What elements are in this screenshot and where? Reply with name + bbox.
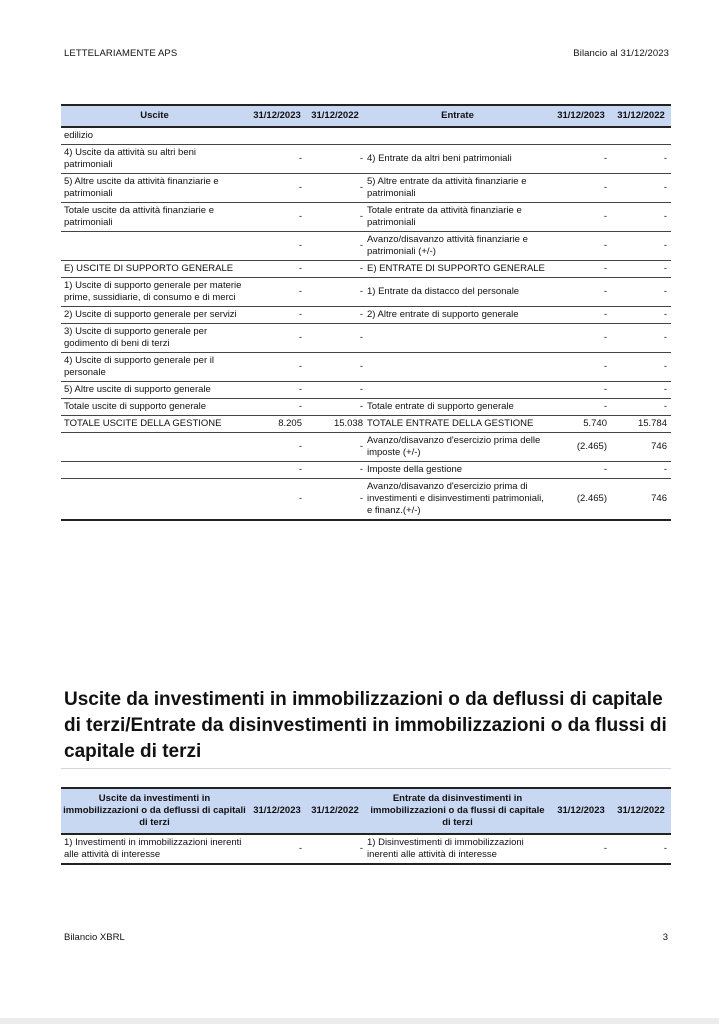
row-label-cell: 4) Uscite di supporto generale per il personale: [61, 353, 248, 382]
value-cell: -: [306, 145, 364, 174]
table-row: [61, 324, 671, 353]
value-cell: -: [306, 382, 364, 399]
value-cell: -: [551, 261, 611, 278]
value-cell: -: [611, 307, 671, 324]
value-cell: -: [551, 203, 611, 232]
gestione-table-header: [61, 105, 671, 127]
table-row: [61, 127, 671, 145]
header-bilancio-date: Bilancio al 31/12/2023: [573, 48, 669, 59]
value-cell: -: [306, 174, 364, 203]
table-row: [61, 416, 671, 433]
table-row: [61, 307, 671, 324]
row-label-cell: edilizio: [61, 127, 248, 145]
value-cell: [551, 127, 611, 145]
table-row: [61, 203, 671, 232]
row-label-cell: [364, 324, 551, 353]
row-label-cell: TOTALE ENTRATE DELLA GESTIONE: [364, 416, 551, 433]
investimenti-table: [61, 787, 671, 865]
row-label-cell: Imposte della gestione: [364, 462, 551, 479]
row-label-cell: Avanzo/disavanzo attività finanziarie e patrimoniali (+/-): [364, 232, 551, 261]
value-cell: -: [306, 399, 364, 416]
table-row: [61, 174, 671, 203]
table-row: [61, 399, 671, 416]
value-cell: -: [611, 232, 671, 261]
value-cell: -: [551, 174, 611, 203]
value-cell: 746: [611, 479, 671, 521]
value-cell: -: [306, 232, 364, 261]
value-cell: -: [306, 324, 364, 353]
row-label-cell: 4) Entrate da altri beni patrimoniali: [364, 145, 551, 174]
value-cell: -: [248, 145, 306, 174]
row-label-cell: Avanzo/disavanzo d'esercizio prima di investimenti e disinvestimenti patrimoniali, e finanz.(+/-): [364, 479, 551, 521]
gestione-table: [61, 104, 671, 521]
value-cell: -: [551, 232, 611, 261]
value-cell: (2.465): [551, 433, 611, 462]
investimenti-header-cell: 31/12/2023: [248, 788, 306, 834]
table-row: [61, 834, 671, 864]
gestione-header-cell: Entrate: [364, 105, 551, 127]
row-label-cell: 5) Altre entrate da attività finanziarie e patrimoniali: [364, 174, 551, 203]
row-label-cell: 1) Entrate da distacco del personale: [364, 278, 551, 307]
value-cell: -: [611, 834, 671, 864]
page-number: 3: [662, 932, 668, 943]
row-label-cell: 2) Altre entrate di supporto generale: [364, 307, 551, 324]
value-cell: -: [551, 382, 611, 399]
value-cell: -: [248, 433, 306, 462]
value-cell: -: [611, 353, 671, 382]
value-cell: -: [306, 433, 364, 462]
value-cell: -: [611, 462, 671, 479]
row-label-cell: 2) Uscite di supporto generale per servizi: [61, 307, 248, 324]
value-cell: -: [306, 307, 364, 324]
header-organization: LETTELARIAMENTE APS: [64, 48, 178, 59]
value-cell: -: [551, 399, 611, 416]
investimenti-header-cell: 31/12/2023: [551, 788, 611, 834]
value-cell: 15.038: [306, 416, 364, 433]
row-label-cell: [61, 462, 248, 479]
row-label-cell: 1) Disinvestimenti di immobilizzazioni inerenti alle attività di interesse: [364, 834, 551, 864]
value-cell: -: [248, 834, 306, 864]
value-cell: -: [306, 834, 364, 864]
value-cell: -: [611, 382, 671, 399]
row-label-cell: [364, 353, 551, 382]
value-cell: [248, 127, 306, 145]
value-cell: (2.465): [551, 479, 611, 521]
value-cell: 15.784: [611, 416, 671, 433]
gestione-header-cell: 31/12/2023: [551, 105, 611, 127]
value-cell: -: [248, 324, 306, 353]
table-row: [61, 278, 671, 307]
investimenti-table-body: [61, 834, 671, 864]
gestione-table-body: [61, 127, 671, 520]
value-cell: -: [248, 203, 306, 232]
table-row: [61, 479, 671, 521]
row-label-cell: Totale entrate di supporto generale: [364, 399, 551, 416]
value-cell: -: [551, 307, 611, 324]
value-cell: -: [551, 353, 611, 382]
bottom-strip: [0, 1018, 719, 1024]
value-cell: [611, 127, 671, 145]
value-cell: -: [306, 261, 364, 278]
value-cell: -: [248, 353, 306, 382]
row-label-cell: 3) Uscite di supporto generale per godimento di beni di terzi: [61, 324, 248, 353]
row-label-cell: 5) Altre uscite di supporto generale: [61, 382, 248, 399]
table-row: [61, 145, 671, 174]
value-cell: -: [611, 261, 671, 278]
row-label-cell: E) USCITE DI SUPPORTO GENERALE: [61, 261, 248, 278]
investimenti-header-cell: 31/12/2022: [306, 788, 364, 834]
value-cell: -: [611, 324, 671, 353]
investimenti-header-cell: Uscite da investimenti in immobilizzazioni o da deflussi di capitali di terzi: [61, 788, 248, 834]
investimenti-table-header: [61, 788, 671, 834]
table-row: [61, 353, 671, 382]
value-cell: 8.205: [248, 416, 306, 433]
value-cell: -: [551, 324, 611, 353]
value-cell: -: [551, 834, 611, 864]
row-label-cell: Avanzo/disavanzo d'esercizio prima delle imposte (+/-): [364, 433, 551, 462]
table-row: [61, 261, 671, 278]
row-label-cell: Totale uscite di supporto generale: [61, 399, 248, 416]
value-cell: [306, 127, 364, 145]
value-cell: -: [611, 203, 671, 232]
table-row: [61, 433, 671, 462]
value-cell: -: [248, 174, 306, 203]
row-label-cell: [61, 433, 248, 462]
value-cell: -: [248, 232, 306, 261]
value-cell: -: [306, 278, 364, 307]
value-cell: 5.740: [551, 416, 611, 433]
value-cell: -: [551, 278, 611, 307]
value-cell: -: [306, 353, 364, 382]
row-label-cell: [364, 382, 551, 399]
investimenti-header-cell: 31/12/2022: [611, 788, 671, 834]
row-label-cell: [61, 479, 248, 521]
value-cell: -: [248, 479, 306, 521]
value-cell: -: [248, 382, 306, 399]
value-cell: -: [551, 145, 611, 174]
value-cell: -: [248, 261, 306, 278]
table-row: [61, 382, 671, 399]
value-cell: -: [306, 479, 364, 521]
investimenti-header-cell: Entrate da disinvestimenti in immobilizzazioni o da flussi di capitale di terzi: [364, 788, 551, 834]
row-label-cell: E) ENTRATE DI SUPPORTO GENERALE: [364, 261, 551, 278]
row-label-cell: 4) Uscite da attività su altri beni patrimoniali: [61, 145, 248, 174]
row-label-cell: [364, 127, 551, 145]
value-cell: -: [248, 307, 306, 324]
row-label-cell: Totale uscite da attività finanziarie e patrimoniali: [61, 203, 248, 232]
row-label-cell: 5) Altre uscite da attività finanziarie e patrimoniali: [61, 174, 248, 203]
value-cell: -: [248, 278, 306, 307]
footer-label: Bilancio XBRL: [64, 932, 125, 943]
gestione-header-cell: 31/12/2022: [611, 105, 671, 127]
gestione-header-cell: 31/12/2023: [248, 105, 306, 127]
row-label-cell: 1) Uscite di supporto generale per materie prime, sussidiarie, di consumo e di merci: [61, 278, 248, 307]
value-cell: -: [306, 462, 364, 479]
gestione-header-cell: Uscite: [61, 105, 248, 127]
title-divider: [61, 768, 671, 769]
value-cell: -: [611, 399, 671, 416]
gestione-header-cell: 31/12/2022: [306, 105, 364, 127]
value-cell: -: [611, 145, 671, 174]
row-label-cell: [61, 232, 248, 261]
value-cell: -: [611, 278, 671, 307]
row-label-cell: 1) Investimenti in immobilizzazioni inerenti alle attività di interesse: [61, 834, 248, 864]
row-label-cell: Totale entrate da attività finanziarie e patrimoniali: [364, 203, 551, 232]
value-cell: 746: [611, 433, 671, 462]
value-cell: -: [248, 399, 306, 416]
table-row: [61, 462, 671, 479]
table-row: [61, 232, 671, 261]
value-cell: -: [306, 203, 364, 232]
value-cell: -: [248, 462, 306, 479]
section-title: Uscite da investimenti in immobilizzazioni o da deflussi di capitale di terzi/Entrate da disinvestimenti in immobilizzazioni o da flussi di capitale di terzi: [64, 689, 667, 762]
row-label-cell: TOTALE USCITE DELLA GESTIONE: [61, 416, 248, 433]
value-cell: -: [611, 174, 671, 203]
value-cell: -: [551, 462, 611, 479]
